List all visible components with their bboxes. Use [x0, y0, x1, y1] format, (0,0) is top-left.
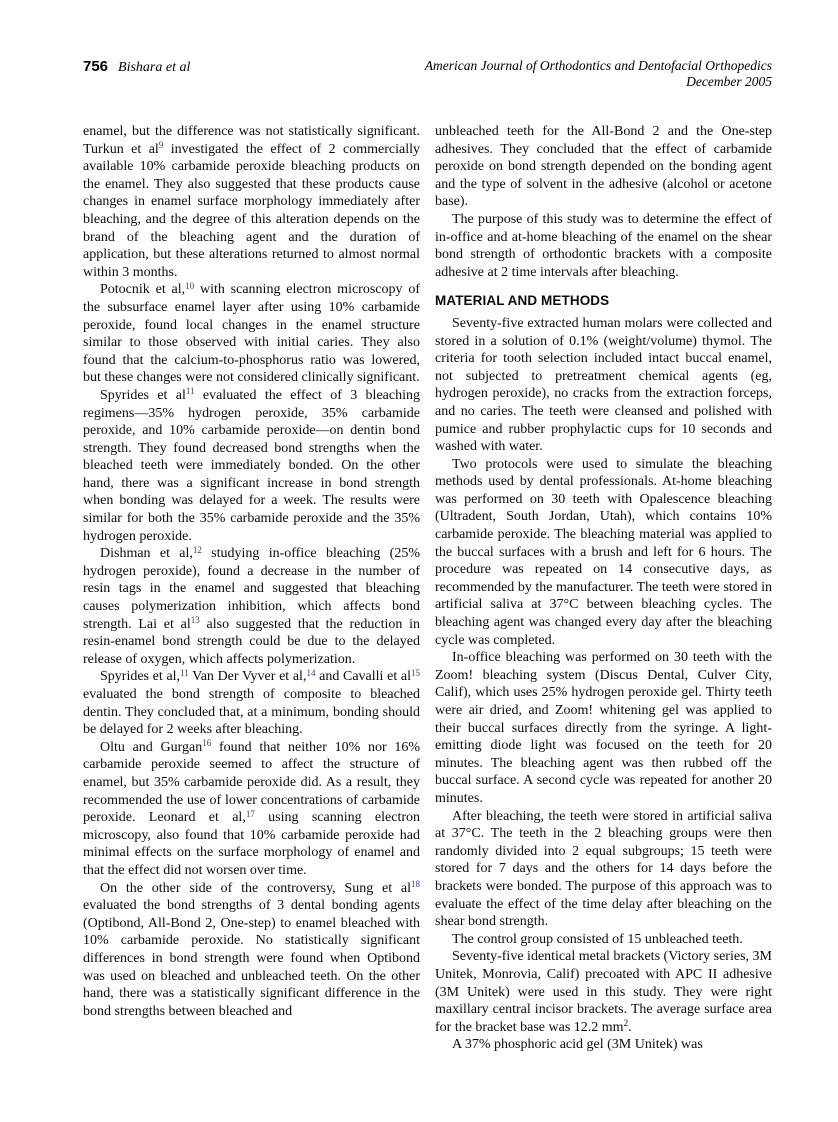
section-heading: MATERIAL AND METHODS — [435, 293, 610, 309]
citation-link[interactable]: 11 — [180, 667, 189, 678]
article-body — [83, 123, 772, 1054]
header-right — [425, 58, 772, 90]
page-number: 756 — [83, 58, 109, 75]
citation-link[interactable]: 18 — [411, 879, 420, 890]
paragraph: After bleaching, the teeth were stored in artificial saliva at 37°C. The teeth in the 2 bleaching groups were then randomly divided into 2 equal subgroups; 15 teeth were stored for 7 days and the others for 14 days before the brackets were bonded. The purpose of this approach was to evaluate the effect of the time delay after bleaching on the shear bond strength. — [435, 808, 772, 930]
citation-link[interactable]: 15 — [410, 667, 420, 678]
citation-link[interactable]: 14 — [306, 667, 316, 678]
citation-link[interactable]: 9 — [158, 140, 164, 151]
citation-link[interactable]: 12 — [192, 544, 202, 555]
paragraph: unbleached teeth for the All-Bond 2 and the One-step adhesives. They concluded that the effect of carbamide peroxide on bond strength depended on the bonding agent and the type of solvent in the adhesive (alcohol or acetone base). — [435, 124, 772, 210]
journal-title: American Journal of Orthodontics and Dentofacial Orthopedics — [424, 58, 772, 73]
paragraph: Dishman et al,$^{12}$ studying in-office bleaching (25% hydrogen peroxide), found a decrease in the number of resin tags in the enamel and suggested that bleaching causes polymerization inhibition, which affects bond strength. Lai et al$^{13}$ also suggested that the reduction in resin-enamel bond strength could be due to the delayed release of oxygen, which affects polymerization. — [83, 544, 421, 667]
left-column — [83, 123, 420, 1054]
paragraph: Spyrides et al,$^{11}$ Van Der Vyver et al,$^{14}$ and Cavalli et al$^{15}$ evaluated the bond strength of composite to bleached dentin. They concluded that, at a minimum, bonding should be delayed for 2 weeks after bleaching. — [83, 667, 420, 738]
header-left — [83, 58, 190, 76]
superscript: 2 — [623, 1018, 629, 1029]
paragraph: On the other side of the controversy, Sung et al$^{18}$ evaluated the bond strengths of 3 dental bonding agents (Optibond, All-Bond 2, One-step) to enamel bleached with 10% carbamide peroxide. No statistically significant differences in bond strength were found when Optibond was used on bleached and unbleached teeth. On the other hand, there was a statistically significant difference in the bond strengths between bleached and — [83, 879, 420, 1019]
citation-link[interactable]: 10 — [185, 280, 195, 291]
paragraph: Oltu and Gurgan$^{16}$ found that neither 10% nor 16% carbamide peroxide seemed to affect the structure of enamel, but 35% carbamide peroxide did. As a result, they recommended the use of lower concentrations of carbamide peroxide. Leonard et al,$^{17}$ using scanning electron microscopy, also found that 10% carbamide peroxide had minimal effects on the surface morphology of enamel and that the effect did not worsen over time. — [83, 738, 421, 878]
citation-link[interactable]: 17 — [245, 808, 255, 819]
paragraph: Potocnik et al,$^{10}$ with scanning electron microscopy of the subsurface enamel layer after using 10% carbamide peroxide, found local changes in the enamel structure similar to those observed with initial caries. They also found that the calcium-to-phosphorus ratio was lowered, but these changes were not considered clinically significant. — [83, 280, 420, 386]
paragraph: Two protocols were used to simulate the bleaching methods used by dental professionals. At-home bleaching was performed on 30 teeth with Opalescence bleaching (Ultradent, South Jordan, Utah), which contains 10% carbamide peroxide. The bleaching material was applied to the buccal surfaces with a brush and left for 6 hours. The procedure was repeated on 14 consecutive days, as recommended by the manufacturer. The teeth were stored in artificial saliva at 37°C between bleaching cycles. The bleaching agent was changed every day after the bleaching cycle was completed. — [435, 456, 772, 648]
paragraph: Spyrides et al$^{11}$ evaluated the effect of 3 bleaching regimens—35% hydrogen peroxide, 35% carbamide peroxide, and 10% carbamide peroxide—on dentin bond strength. They found decreased bond strengths when the bleached teeth were immediately bonded. On the other hand, there was a significant increase in bond strength when bonding was delayed for a week. The results were similar for both the 35% carbamide peroxide and the 35% hydrogen peroxide. — [83, 386, 420, 544]
paragraph: enamel, but the difference was not statistically significant. Turkun et al$^9$ investigated the effect of 2 commercially available 10% carbamide peroxide bleaching products on the enamel. They also suggested that these products cause changes in enamel surface morphology immediately after bleaching, and the degree of this alteration depends on the brand of the bleaching agent and the duration of application, but these alterations returned to almost normal within 3 months. — [83, 124, 420, 280]
citation-link[interactable]: 13 — [190, 615, 200, 626]
paragraph: Seventy-five extracted human molars were collected and stored in a solution of 0.1% (weight/volume) thymol. The criteria for tooth selection included intact buccal enamel, not subjected to pretreatment chemical agents (eg, hydrogen peroxide), no cracks from the extraction forceps, and no caries. The teeth were cleansed and polished with pumice and rubber prophylactic cups for 10 seconds and washed with water. — [435, 315, 772, 455]
paragraph: A 37% phosphoric acid gel (3M Unitek) was — [452, 1037, 703, 1053]
right-column — [435, 123, 772, 1054]
paragraph: In-office bleaching was performed on 30 teeth with the Zoom! bleaching system (Discus Dental, Culver City, Calif), which uses 25% hydrogen peroxide gel. Thirty teeth were air dried, and Zoom! whitening gel was applied to their buccal surfaces directly from the syringe. A light-emitting diode light was focused on the teeth for 20 minutes. The bleaching agent was then rubbed off the buccal surface. A second cycle was repeated for another 20 minutes. — [435, 650, 772, 806]
citation-link[interactable]: 11 — [185, 386, 195, 397]
paragraph: The control group consisted of 15 unbleached teeth. — [452, 931, 743, 947]
citation-link[interactable]: 16 — [202, 738, 212, 749]
page-header — [83, 58, 772, 90]
journal-date: December 2005 — [686, 74, 772, 89]
paragraph: Seventy-five identical metal brackets (Victory series, 3M Unitek, Monrovia, Calif) precoated with APC II adhesive (3M Unitek) were used in this study. They were right maxillary central incisor brackets. The average surface area for the bracket base was 12.2 $mm^2$. — [435, 949, 772, 1035]
running-author: Bishara et al — [118, 60, 191, 75]
paragraph: The purpose of this study was to determine the effect of in-office and at-home bleaching of the enamel on the shear bond strength of orthodontic brackets with a composite adhesive at 2 time intervals after bleaching. — [435, 211, 772, 280]
